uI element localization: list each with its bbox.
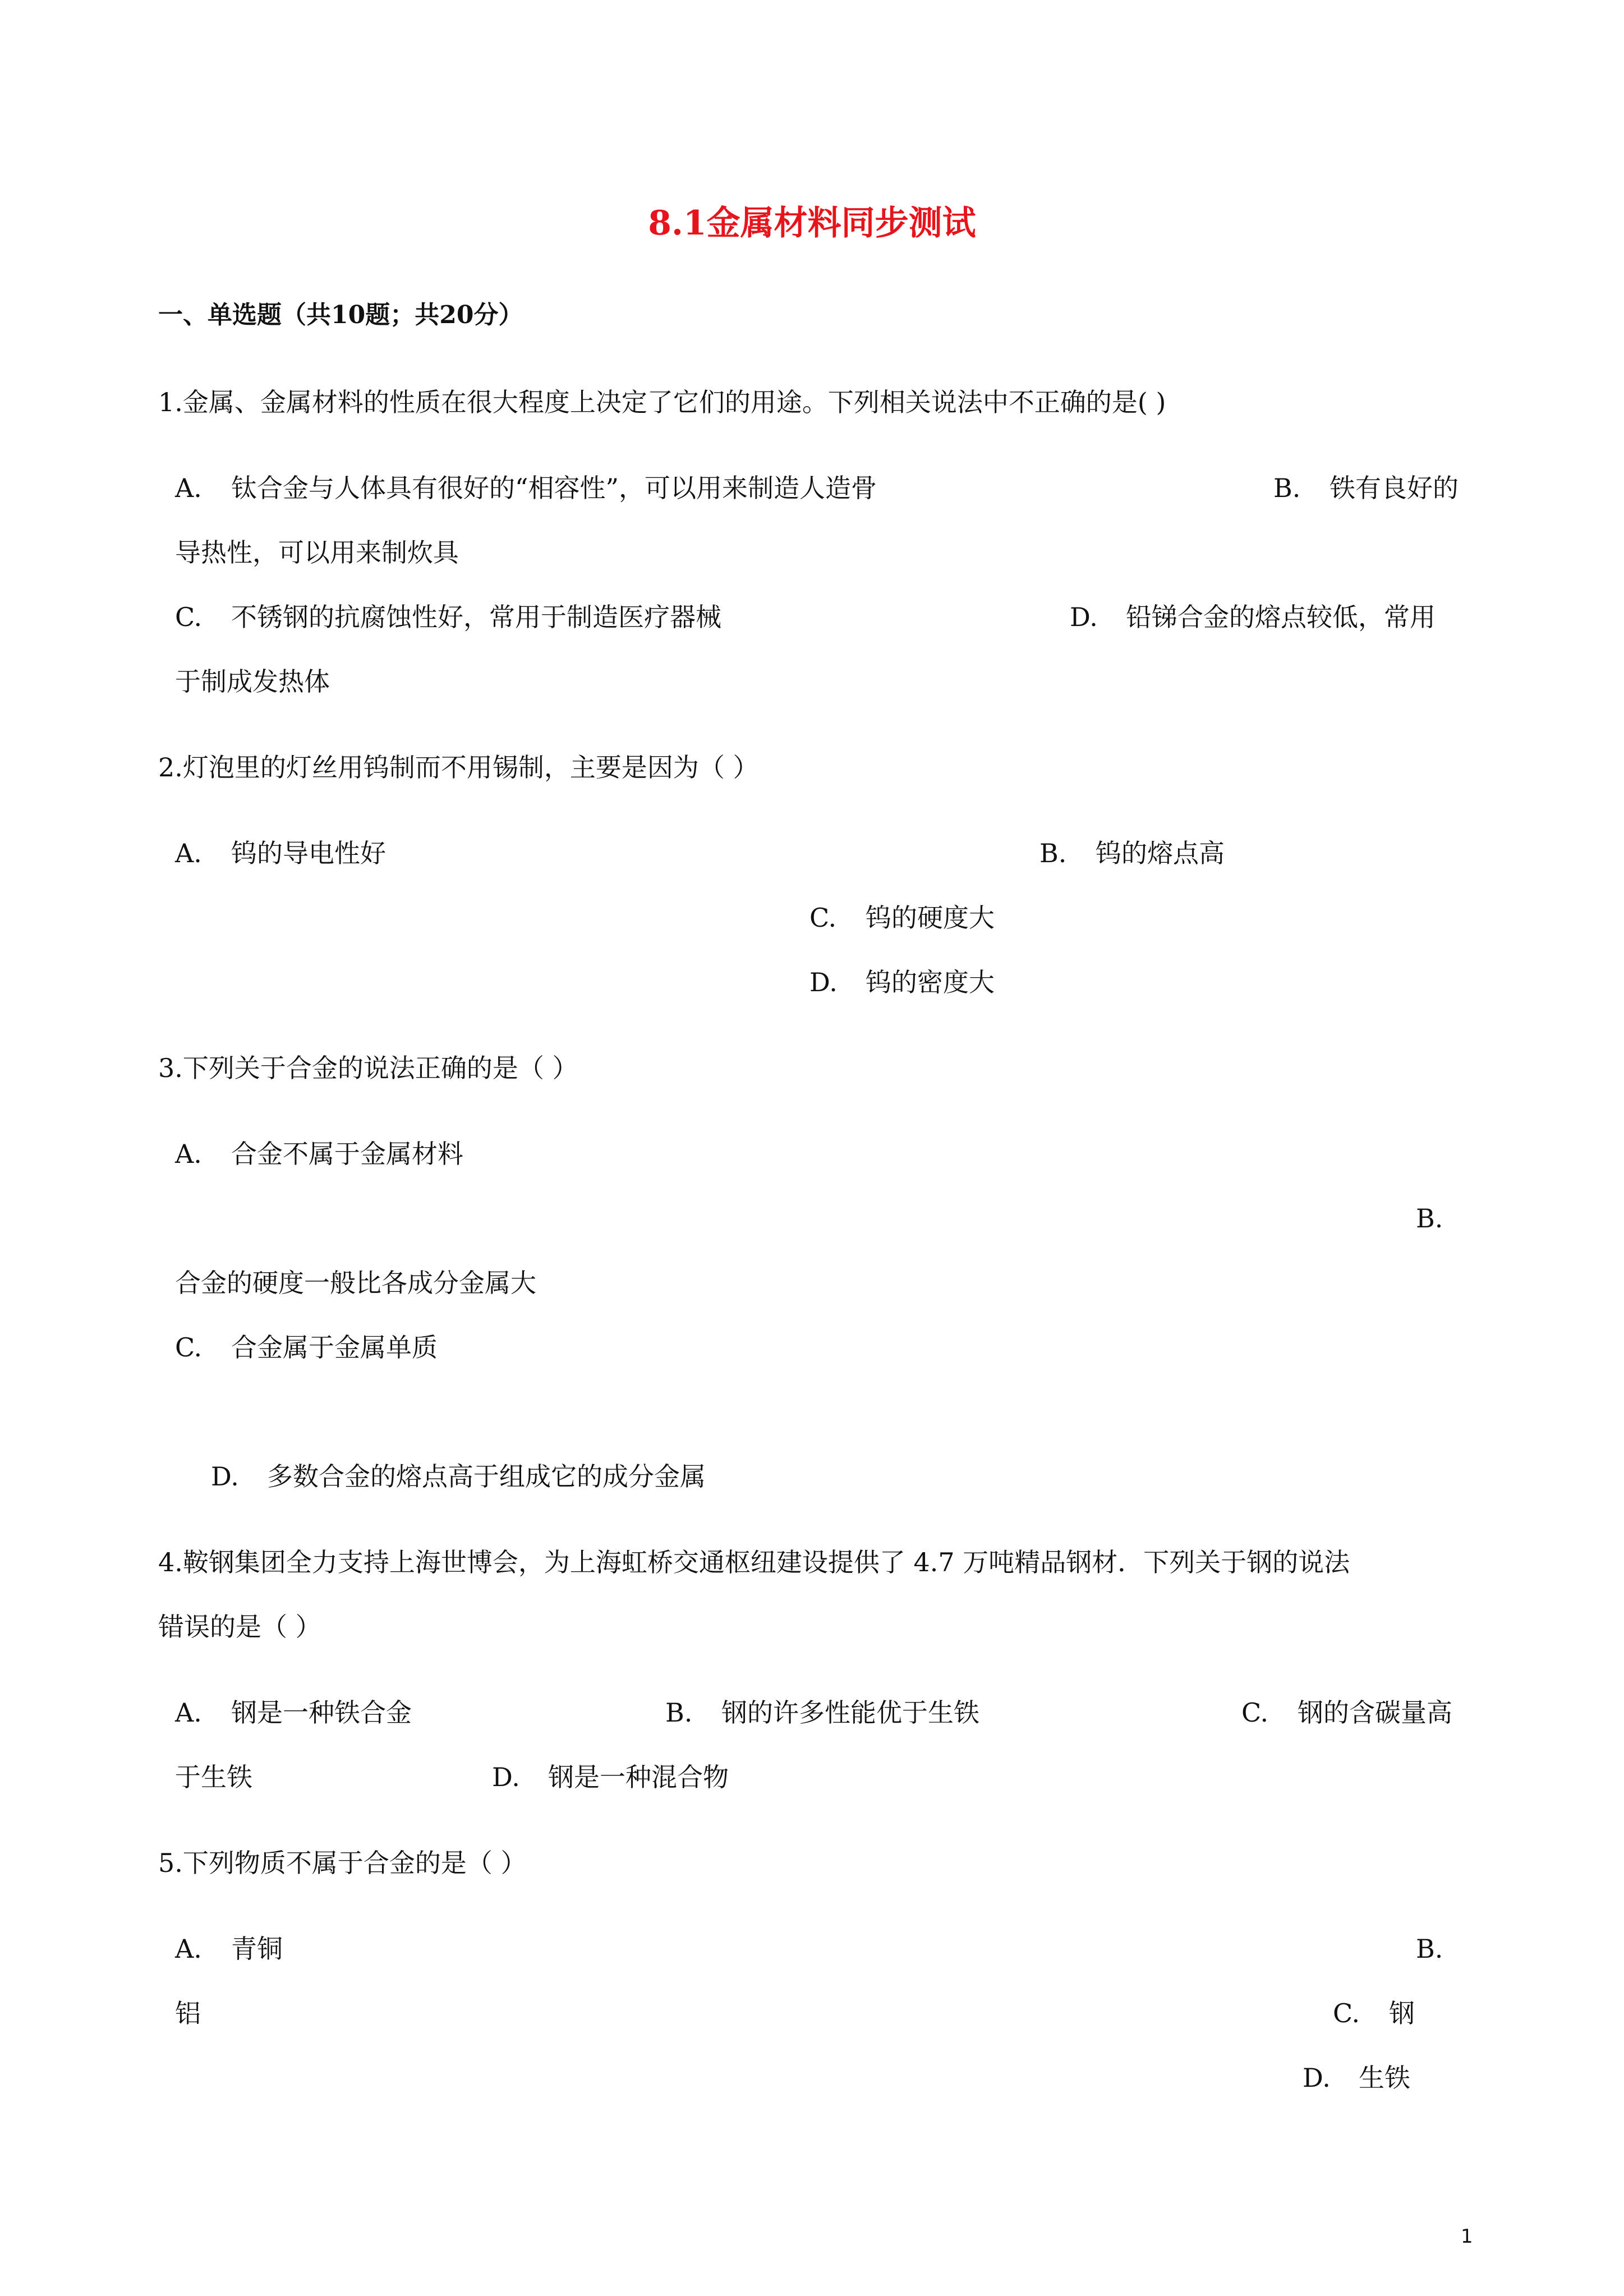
question-1-option-a	[175, 475, 877, 501]
option-text: 钨的密度大	[866, 967, 995, 997]
question-5-option-c	[1333, 2000, 1415, 2026]
option-label: D.	[211, 1461, 239, 1492]
option-label: A.	[175, 838, 202, 868]
page-title: 8.1金属材料同步测试	[648, 204, 976, 243]
question-1-option-d	[1070, 604, 1436, 630]
option-text: 多数合金的熔点高于组成它的成分金属	[267, 1461, 706, 1492]
question-1-option-b-cont: 导热性，可以用来制炊具	[175, 537, 459, 568]
option-label: A.	[175, 1697, 202, 1728]
question-2-option-a	[175, 840, 386, 866]
question-4-option-a	[175, 1697, 412, 1728]
option-text: 钢是一种混合物	[548, 1762, 729, 1792]
question-3-option-c	[175, 1332, 438, 1363]
question-3-option-b-text: 合金的硬度一般比各成分金属大	[175, 1268, 536, 1298]
option-text: 铁有良好的	[1329, 473, 1459, 503]
option-label: A.	[175, 1139, 202, 1169]
question-4-option-c-cont: 于生铁	[175, 1762, 252, 1792]
option-label: D.	[1070, 602, 1098, 632]
question-1-option-c	[175, 604, 721, 630]
option-label: C.	[175, 602, 203, 632]
option-text: 钢的含碳量高	[1298, 1697, 1452, 1728]
option-label: C.	[175, 1332, 203, 1363]
question-3-option-a	[175, 1141, 463, 1167]
question-5-option-a	[175, 1936, 283, 1962]
option-text: 钨的导电性好	[231, 838, 386, 868]
option-text: 钨的熔点高	[1096, 838, 1225, 868]
option-text: 钢是一种铁合金	[231, 1697, 412, 1728]
option-text: 钨的硬度大	[866, 903, 995, 933]
option-text: 合金不属于金属材料	[231, 1139, 463, 1169]
option-label: A.	[175, 473, 202, 503]
question-1-option-d-cont: 于制成发热体	[175, 666, 330, 697]
question-4-stem-cont: 错误的是（ ）	[158, 1612, 321, 1642]
option-text: 青铜	[231, 1934, 283, 1964]
question-1-stem: 1.金属、金属材料的性质在很大程度上决定了它们的用途。下列相关说法中不正确的是( )	[158, 387, 1166, 417]
option-text: 生铁	[1359, 2063, 1410, 2093]
option-label: C.	[1241, 1697, 1269, 1728]
option-label: A.	[175, 1934, 202, 1964]
option-label: D.	[1303, 2063, 1331, 2093]
option-label: B.	[665, 1697, 693, 1728]
option-label: D.	[809, 967, 838, 997]
option-label: B.	[1039, 838, 1067, 868]
option-text: 合金属于金属单质	[231, 1332, 438, 1363]
option-text: 钛合金与人体具有很好的“相容性”，可以用来制造人造骨	[231, 473, 877, 503]
question-4-option-c	[1241, 1697, 1452, 1728]
option-label: B.	[1273, 473, 1301, 503]
question-3-stem: 3.下列关于合金的说法正确的是（ ）	[158, 1053, 578, 1083]
question-5-option-b-label: B.	[1416, 1934, 1443, 1964]
question-4-stem: 4.鞍钢集团全力支持上海世博会，为上海虹桥交通枢纽建设提供了 4.7 万吨精品钢材．下列关于钢的说法	[158, 1547, 1350, 1577]
question-3-option-d	[211, 1461, 706, 1492]
question-3-option-b-label: B.	[1416, 1203, 1443, 1234]
question-5-option-b-text: 铝	[175, 1998, 201, 2028]
option-text: 铅锑合金的熔点较低，常用	[1126, 602, 1436, 632]
option-label: C.	[809, 903, 837, 933]
page-number: 1	[1461, 2225, 1473, 2248]
option-text: 不锈钢的抗腐蚀性好，常用于制造医疗器械	[231, 602, 721, 632]
section-heading: 一、单选题（共10题；共20分）	[158, 301, 523, 329]
question-4-option-b	[665, 1697, 979, 1728]
question-1-option-b	[1273, 475, 1459, 501]
question-2-stem: 2.灯泡里的灯丝用钨制而不用锡制，主要是因为（ ）	[158, 752, 759, 783]
option-text: 钢	[1389, 1998, 1415, 2028]
question-2-option-b	[1039, 840, 1225, 866]
question-5-option-d	[1303, 2065, 1410, 2091]
option-label: D.	[492, 1762, 520, 1792]
question-5-stem: 5.下列物质不属于合金的是（ ）	[158, 1848, 527, 1878]
question-4-option-d	[492, 1764, 729, 1790]
option-text: 钢的许多性能优于生铁	[721, 1697, 979, 1728]
option-label: C.	[1333, 1998, 1360, 2028]
question-2-option-d	[809, 969, 995, 995]
question-2-option-c	[809, 905, 995, 931]
